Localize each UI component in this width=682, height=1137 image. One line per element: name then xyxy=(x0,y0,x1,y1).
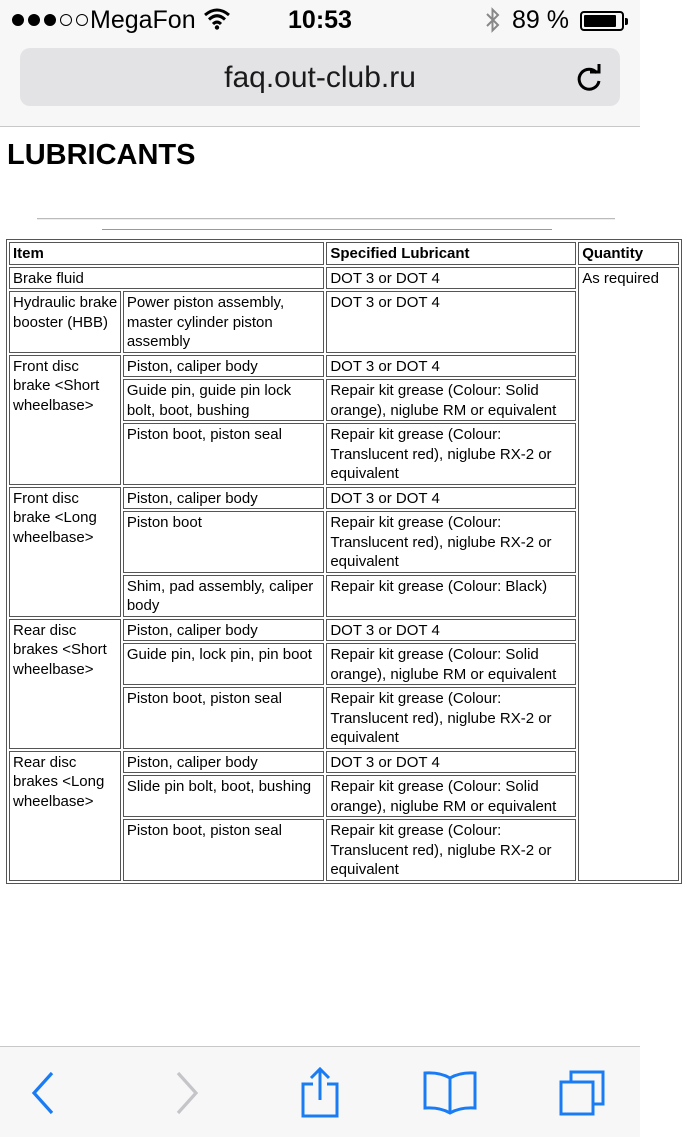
forward-icon[interactable] xyxy=(158,1067,214,1119)
lubricant-cell: Repair kit grease (Colour: Translucent red), niglube RX-2 or equivalent xyxy=(326,819,576,881)
url-text[interactable]: faq.out-club.ru xyxy=(224,61,416,94)
lubricant-cell: Repair kit grease (Colour: Translucent red), niglube RX-2 or equivalent xyxy=(326,423,576,485)
lubricant-cell: Repair kit grease (Colour: Solid orange), niglube RM or equivalent xyxy=(326,379,576,421)
lubricant-cell: Repair kit grease (Colour: Translucent red), niglube RX-2 or equivalent xyxy=(326,687,576,749)
quantity-cell: As required xyxy=(578,267,679,881)
part-cell: Piston, caliper body xyxy=(123,355,325,378)
bookmarks-icon[interactable] xyxy=(422,1067,478,1119)
web-page-content xyxy=(0,127,659,1045)
bluetooth-icon xyxy=(484,6,502,39)
lubricant-cell: DOT 3 or DOT 4 xyxy=(326,619,576,642)
item-cell: Brake fluid xyxy=(9,267,324,290)
part-cell: Power piston assembly, master cylinder piston assembly xyxy=(123,291,325,353)
lubricant-cell: DOT 3 or DOT 4 xyxy=(326,267,576,290)
lubricant-cell: Repair kit grease (Colour: Solid orange), niglube RM or equivalent xyxy=(326,643,576,685)
part-cell: Shim, pad assembly, caliper body xyxy=(123,575,325,617)
battery-percentage: 89 % xyxy=(512,6,569,34)
part-cell: Piston boot, piston seal xyxy=(123,423,325,485)
tabs-icon[interactable] xyxy=(554,1067,610,1119)
part-cell: Piston boot xyxy=(123,511,325,573)
share-icon[interactable] xyxy=(292,1067,348,1119)
part-cell: Piston boot, piston seal xyxy=(123,687,325,749)
part-cell: Guide pin, lock pin, pin boot xyxy=(123,643,325,685)
lubricant-cell: DOT 3 or DOT 4 xyxy=(326,291,576,353)
item-group-cell: Rear disc brakes <Short wheelbase> xyxy=(9,619,121,749)
lubricants-table xyxy=(6,239,682,884)
item-group-cell: Rear disc brakes <Long wheelbase> xyxy=(9,751,121,881)
lubricant-cell: DOT 3 or DOT 4 xyxy=(326,355,576,378)
horizontal-divider xyxy=(37,218,615,220)
browser-nav-bar xyxy=(0,40,640,127)
column-header-item: Item xyxy=(9,242,324,265)
part-cell: Piston boot, piston seal xyxy=(123,819,325,881)
battery-icon xyxy=(580,11,624,31)
page-title: LUBRICANTS xyxy=(7,139,196,171)
column-header-quantity: Quantity xyxy=(578,242,679,265)
lubricant-cell: DOT 3 or DOT 4 xyxy=(326,751,576,774)
reload-icon[interactable] xyxy=(574,62,604,99)
address-bar[interactable] xyxy=(20,48,620,106)
part-cell: Piston, caliper body xyxy=(123,619,325,642)
item-group-cell: Front disc brake <Long wheelbase> xyxy=(9,487,121,617)
status-bar xyxy=(0,0,640,40)
lubricant-cell: Repair kit grease (Colour: Solid orange), niglube RM or equivalent xyxy=(326,775,576,817)
horizontal-divider xyxy=(102,229,552,230)
browser-toolbar xyxy=(0,1046,640,1137)
lubricant-cell: Repair kit grease (Colour: Translucent red), niglube RX-2 or equivalent xyxy=(326,511,576,573)
table-row xyxy=(9,267,679,290)
lubricant-cell: Repair kit grease (Colour: Black) xyxy=(326,575,576,617)
lubricant-cell: DOT 3 or DOT 4 xyxy=(326,487,576,510)
part-cell: Slide pin bolt, boot, bushing xyxy=(123,775,325,817)
table-header-row xyxy=(9,242,679,265)
part-cell: Guide pin, guide pin lock bolt, boot, bushing xyxy=(123,379,325,421)
column-header-lubricant: Specified Lubricant xyxy=(326,242,576,265)
back-icon[interactable] xyxy=(16,1067,72,1119)
part-cell: Piston, caliper body xyxy=(123,751,325,774)
item-group-cell: Hydraulic brake booster (HBB) xyxy=(9,291,121,353)
clock: 10:53 xyxy=(288,6,352,34)
item-group-cell: Front disc brake <Short wheelbase> xyxy=(9,355,121,485)
part-cell: Piston, caliper body xyxy=(123,487,325,510)
carrier-name: MegaFon xyxy=(90,6,196,34)
